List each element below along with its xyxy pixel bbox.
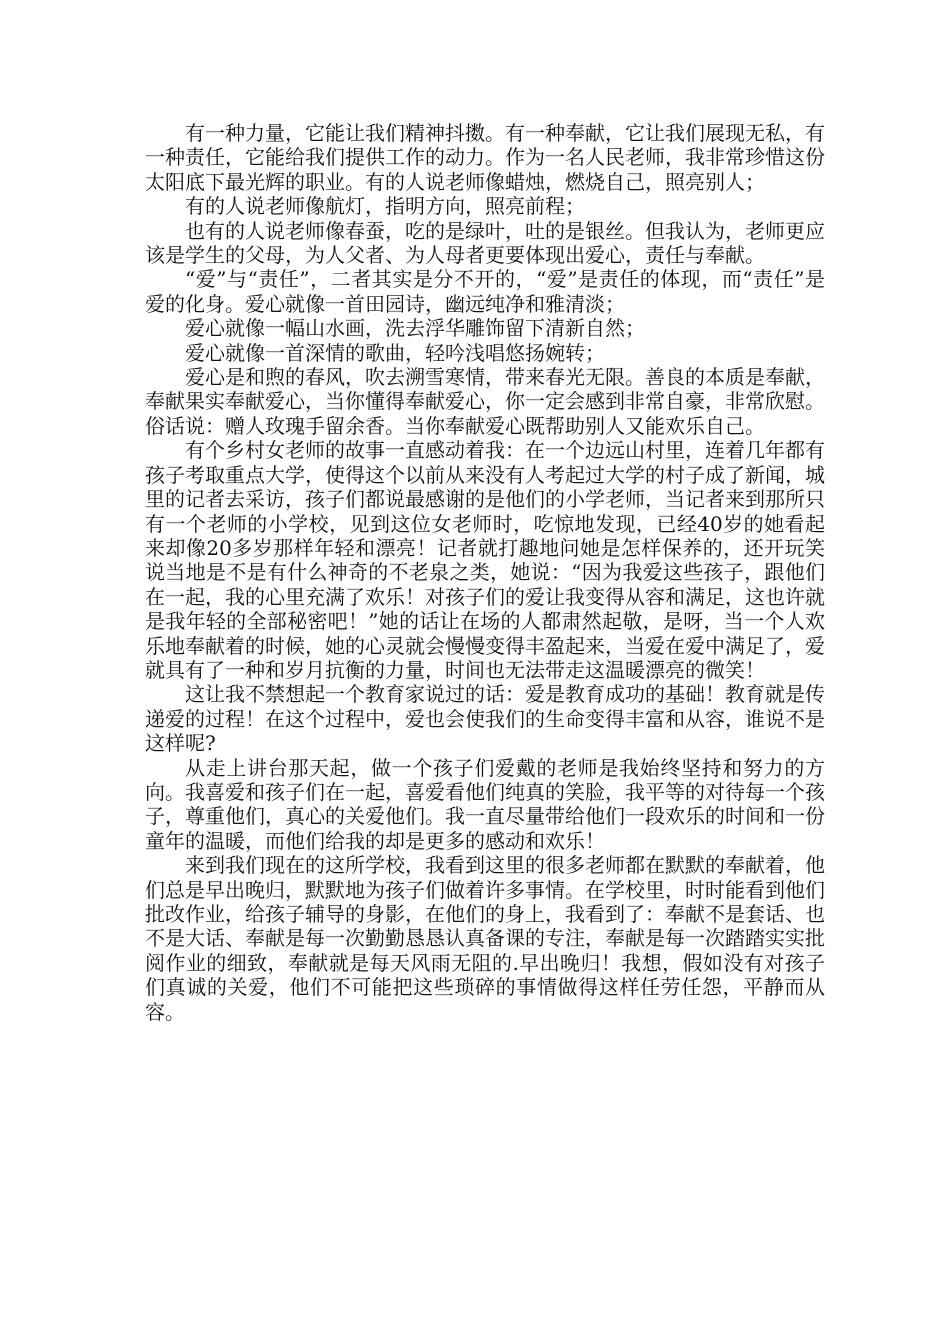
document-page [145, 121, 825, 1024]
paragraph: 爱心是和煦的春风，吹去溯雪寒情，带来春光无限。善良的本质是奉献，奉献果实奉献爱心，当你懂得奉献爱心，你一定会感到非常自豪，非常欣慰。俗话说：赠人玫瑰手留余香。当你奉献爱心既帮助别人又能欢乐自己。 [145, 365, 825, 438]
paragraph: 爱心就像一首深情的歌曲，轻吟浅唱悠扬婉转； [185, 340, 605, 365]
paragraph: 有的人说老师像航灯，指明方向，照亮前程； [185, 194, 585, 219]
paragraph: 有个乡村女老师的故事一直感动着我：在一个边远山村里，连着几年都有孩子考取重点大学，使得这个以前从来没有人考起过大学的村子成了新闻，城里的记者去采访，孩子们都说最感谢的是他们的小学老师，当记者来到那所只有一个老师的小学校，见到这位女老师时，吃惊地发现，已经40岁的她看起来却像20多岁那样年轻和漂亮！记者就打趣地问她是怎样保养的，还开玩笑说当地是不是有什么神奇的不老泉之类，她说：“因为我爱这些孩子，跟他们在一起，我的心里充满了欢乐！对孩子们的爱让我变得从容和满足，这也许就是我年轻的全部秘密吧！”她的话让在场的人都肃然起敬，是呀，当一个人欢乐地奉献着的时候，她的心灵就会慢慢变得丰盈起来，当爱在爱中满足了，爱就具有了一种和岁月抗衡的力量，时间也无法带走这温暖漂亮的微笑！ [145, 438, 825, 682]
paragraph: 这让我不禁想起一个教育家说过的话：爱是教育成功的基础！教育就是传递爱的过程！在这个过程中，爱也会使我们的生命变得丰富和从容，谁说不是这样呢? [145, 682, 825, 756]
paragraph: 来到我们现在的这所学校，我看到这里的很多老师都在默默的奉献着，他们总是早出晚归，默默地为孩子们做着许多事情。在学校里，时时能看到他们批改作业，给孩子辅导的身影，在他们的身上，我看到了：奉献不是套话、也不是大话、奉献是每一次勤勤恳恳认真备课的专注，奉献是每一次踏踏实实批阅作业的细致，奉献就是每天风雨无阻的.早出晚归！我想，假如没有对孩子们真诚的关爱，他们不可能把这些琐碎的事情做得这样任劳任怨，平静而从容。 [145, 853, 825, 1024]
paragraph: 爱心就像一幅山水画，洗去浮华雕饰留下清新自然； [185, 316, 645, 341]
paragraph: “爱”与“责任”，二者其实是分不开的，“爱”是责任的体现，而“责任”是爱的化身。爱心就像一首田园诗，幽远纯净和雅清淡； [145, 267, 825, 316]
paragraph: 也有的人说老师像春蚕，吃的是绿叶，吐的是银丝。但我认为，老师更应该是学生的父母，为人父者、为人母者更要体现出爱心，责任与奉献。 [145, 218, 825, 268]
paragraph: 有一种力量，它能让我们精神抖擞。有一种奉献，它让我们展现无私，有一种责任，它能给我们提供工作的动力。作为一名人民老师，我非常珍惜这份太阳底下最光辉的职业。有的人说老师像蜡烛，燃烧自己，照亮别人； [145, 121, 825, 194]
paragraph: 从走上讲台那天起，做一个孩子们爱戴的老师是我始终坚持和努力的方向。我喜爱和孩子们在一起，喜爱看他们纯真的笑脸，我平等的对待每一个孩子，尊重他们，真心的关爱他们。我一直尽量带给他们一段欢乐的时间和一份童年的温暖，而他们给我的却是更多的感动和欢乐！ [145, 755, 825, 853]
